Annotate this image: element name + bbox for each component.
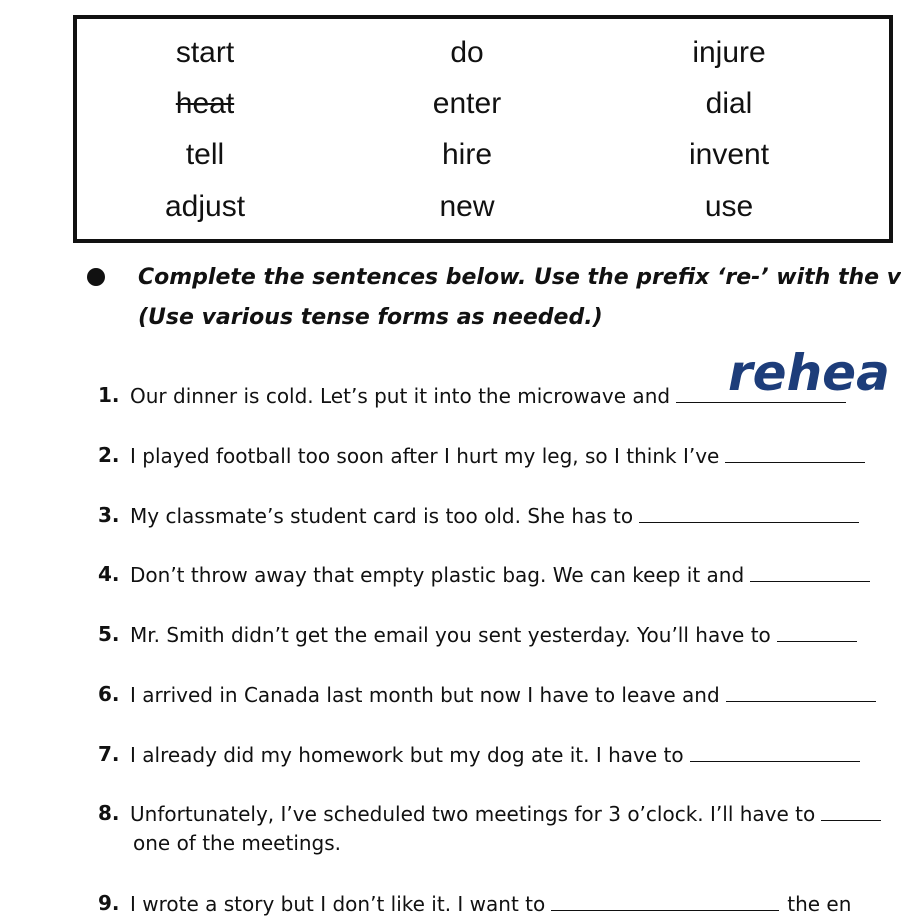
question-text: Don’t throw away that empty plastic bag. We can keep it and: [130, 563, 745, 587]
question-number: 1.: [98, 383, 120, 407]
question-number: 3.: [98, 503, 120, 527]
word-bank-word: use: [704, 190, 754, 223]
question-text: Our dinner is cold. Let’s put it into the microwave and: [130, 384, 671, 408]
handwritten-answer: rehea: [728, 344, 890, 402]
question-number: 5.: [98, 622, 120, 646]
question-number: 9.: [98, 891, 120, 915]
question-text: I already did my homework but my dog ate it. I have to: [130, 743, 684, 767]
bullet-icon: [87, 268, 105, 286]
instruction-line-2: (Use various tense forms as needed.): [138, 305, 603, 330]
question-7: [130, 741, 860, 768]
question-3: [130, 502, 859, 529]
answer-blank[interactable]: [690, 741, 860, 762]
answer-blank[interactable]: [725, 442, 865, 463]
question-8-continuation: one of the meetings.: [133, 831, 342, 855]
question-number: 6.: [98, 682, 120, 706]
word-bank-word: tell: [185, 138, 225, 171]
word-bank-word: adjust: [164, 190, 246, 223]
answer-blank[interactable]: [726, 681, 876, 702]
word-bank-word: do: [450, 36, 484, 69]
question-number: 8.: [98, 801, 120, 825]
question-text: Unfortunately, I’ve scheduled two meetings for 3 o’clock. I’ll have to: [130, 802, 816, 826]
question-text: I played football too soon after I hurt my leg, so I think I’ve: [130, 444, 720, 468]
answer-blank[interactable]: [639, 502, 859, 523]
instruction-line-1: Complete the sentences below. Use the prefix ‘re-’ with the v: [138, 265, 901, 290]
answer-blank[interactable]: [551, 890, 779, 911]
word-bank-word: hire: [441, 138, 493, 171]
question-5: [130, 621, 857, 648]
question-number: 2.: [98, 443, 120, 467]
question-text: My classmate’s student card is too old. She has to: [130, 504, 634, 528]
question-text-after-blank: the en: [787, 892, 852, 916]
question-text: I wrote a story but I don’t like it. I want to: [130, 892, 546, 916]
word-bank-word: dial: [705, 87, 753, 120]
word-bank-word-crossed-out: heat: [175, 87, 235, 120]
question-number: 4.: [98, 562, 120, 586]
question-4: [130, 561, 870, 588]
question-9: [130, 890, 851, 917]
question-number: 7.: [98, 742, 120, 766]
word-bank-word: invent: [688, 138, 770, 171]
question-6: [130, 681, 876, 708]
word-bank-word: injure: [692, 36, 766, 69]
answer-blank[interactable]: [821, 800, 881, 821]
word-bank-word: new: [439, 190, 495, 223]
word-bank-word: enter: [432, 87, 502, 120]
question-text: Mr. Smith didn’t get the email you sent yesterday. You’ll have to: [130, 623, 771, 647]
word-bank-word: start: [175, 36, 235, 69]
answer-blank[interactable]: [777, 621, 857, 642]
answer-blank[interactable]: [750, 561, 870, 582]
question-2: [130, 442, 865, 469]
question-text: I arrived in Canada last month but now I have to leave and: [130, 683, 720, 707]
question-8: [130, 800, 881, 827]
